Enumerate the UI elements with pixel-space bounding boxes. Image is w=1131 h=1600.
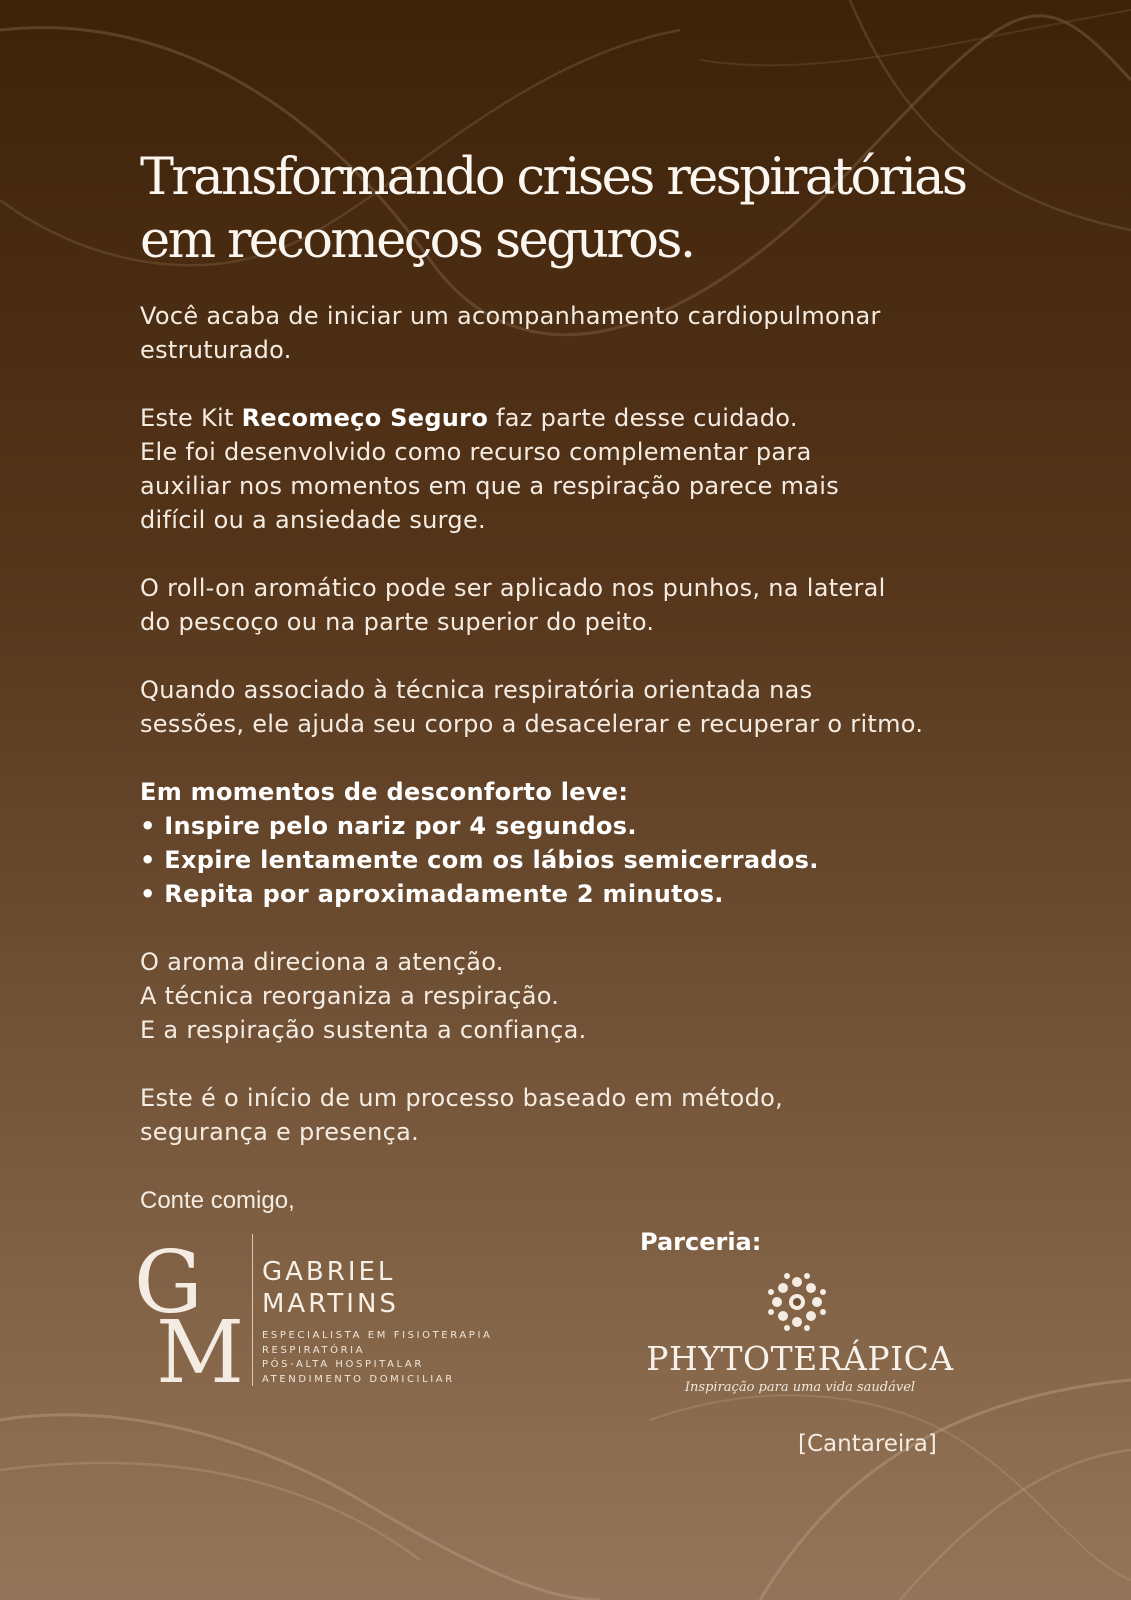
partner-name: PHYTOTERÁPICA [646, 1339, 954, 1378]
paragraph-process [140, 1081, 1020, 1149]
logo-divider [252, 1234, 253, 1386]
instruction-item: • Expire lentamente com os lábios semicerrados. [140, 846, 819, 874]
text-fragment: Este Kit [140, 404, 242, 432]
paragraph-instructions [140, 775, 1020, 911]
kit-name: Recomeço Seguro [241, 404, 489, 432]
text-fragment: faz parte desse cuidado. [488, 404, 798, 432]
page-title [140, 146, 1020, 272]
signature-role: ESPECIALISTA EM FISIOTERAPIA [262, 1330, 493, 1341]
text-line: sessões, ele ajuda seu corpo a desacelerar e recuperar o ritmo. [140, 710, 924, 738]
text-line [140, 401, 1020, 435]
signature-roles [262, 1329, 492, 1387]
gm-monogram-logo [134, 1234, 244, 1394]
text-line: O aroma direciona a atenção. [140, 948, 504, 976]
signature-role: RESPIRATÓRIA [262, 1344, 366, 1356]
text-line: estruturado. [140, 336, 292, 364]
svg-text:G: G [134, 1234, 203, 1333]
signature-name-line: MARTINS [262, 1289, 399, 1319]
flower-logo-icon [765, 1270, 829, 1334]
signature-name [262, 1256, 399, 1320]
signature-name-line: GABRIEL [262, 1257, 396, 1287]
svg-text:M: M [156, 1303, 244, 1394]
letter-body [140, 299, 1020, 1183]
text-line: segurança e presença. [140, 1118, 420, 1146]
title-line-1: Transformando crises respiratórias [140, 148, 966, 207]
text-line: difícil ou a ansiedade surge. [140, 506, 486, 534]
paragraph-kit [140, 401, 1020, 537]
text-line: Você acaba de iniciar um acompanhamento cardiopulmonar [140, 302, 881, 330]
instruction-item: • Repita por aproximadamente 2 minutos. [140, 880, 724, 908]
partner-location: [Cantareira] [798, 1431, 937, 1457]
text-line: Ele foi desenvolvido como recurso complementar para [140, 438, 812, 466]
paragraph-aroma [140, 945, 1020, 1047]
text-line: O roll-on aromático pode ser aplicado nos punhos, na lateral [140, 574, 886, 602]
text-line: do pescoço ou na parte superior do peito. [140, 608, 655, 636]
text-line: Quando associado à técnica respiratória orientada nas [140, 676, 813, 704]
paragraph-technique [140, 673, 1020, 741]
closing-text: Conte comigo, [140, 1187, 295, 1214]
text-line: auxiliar nos momentos em que a respiração parece mais [140, 472, 840, 500]
partner-tagline: Inspiração para uma vida saudável [684, 1380, 916, 1395]
paragraph-rollon [140, 571, 1020, 639]
partner-label: Parceria: [640, 1228, 762, 1256]
instructions-heading: Em momentos de desconforto leve: [140, 778, 629, 806]
instruction-item: • Inspire pelo nariz por 4 segundos. [140, 812, 637, 840]
text-line: Este é o início de um processo baseado em método, [140, 1084, 784, 1112]
text-line: A técnica reorganiza a respiração. [140, 982, 560, 1010]
text-line: E a respiração sustenta a confiança. [140, 1016, 587, 1044]
paragraph-intro [140, 299, 1020, 367]
signature-role: PÓS-ALTA HOSPITALAR [262, 1359, 424, 1370]
title-line-2: em recomeços seguros. [140, 211, 694, 270]
signature-role: ATENDIMENTO DOMICILIAR [262, 1373, 455, 1385]
